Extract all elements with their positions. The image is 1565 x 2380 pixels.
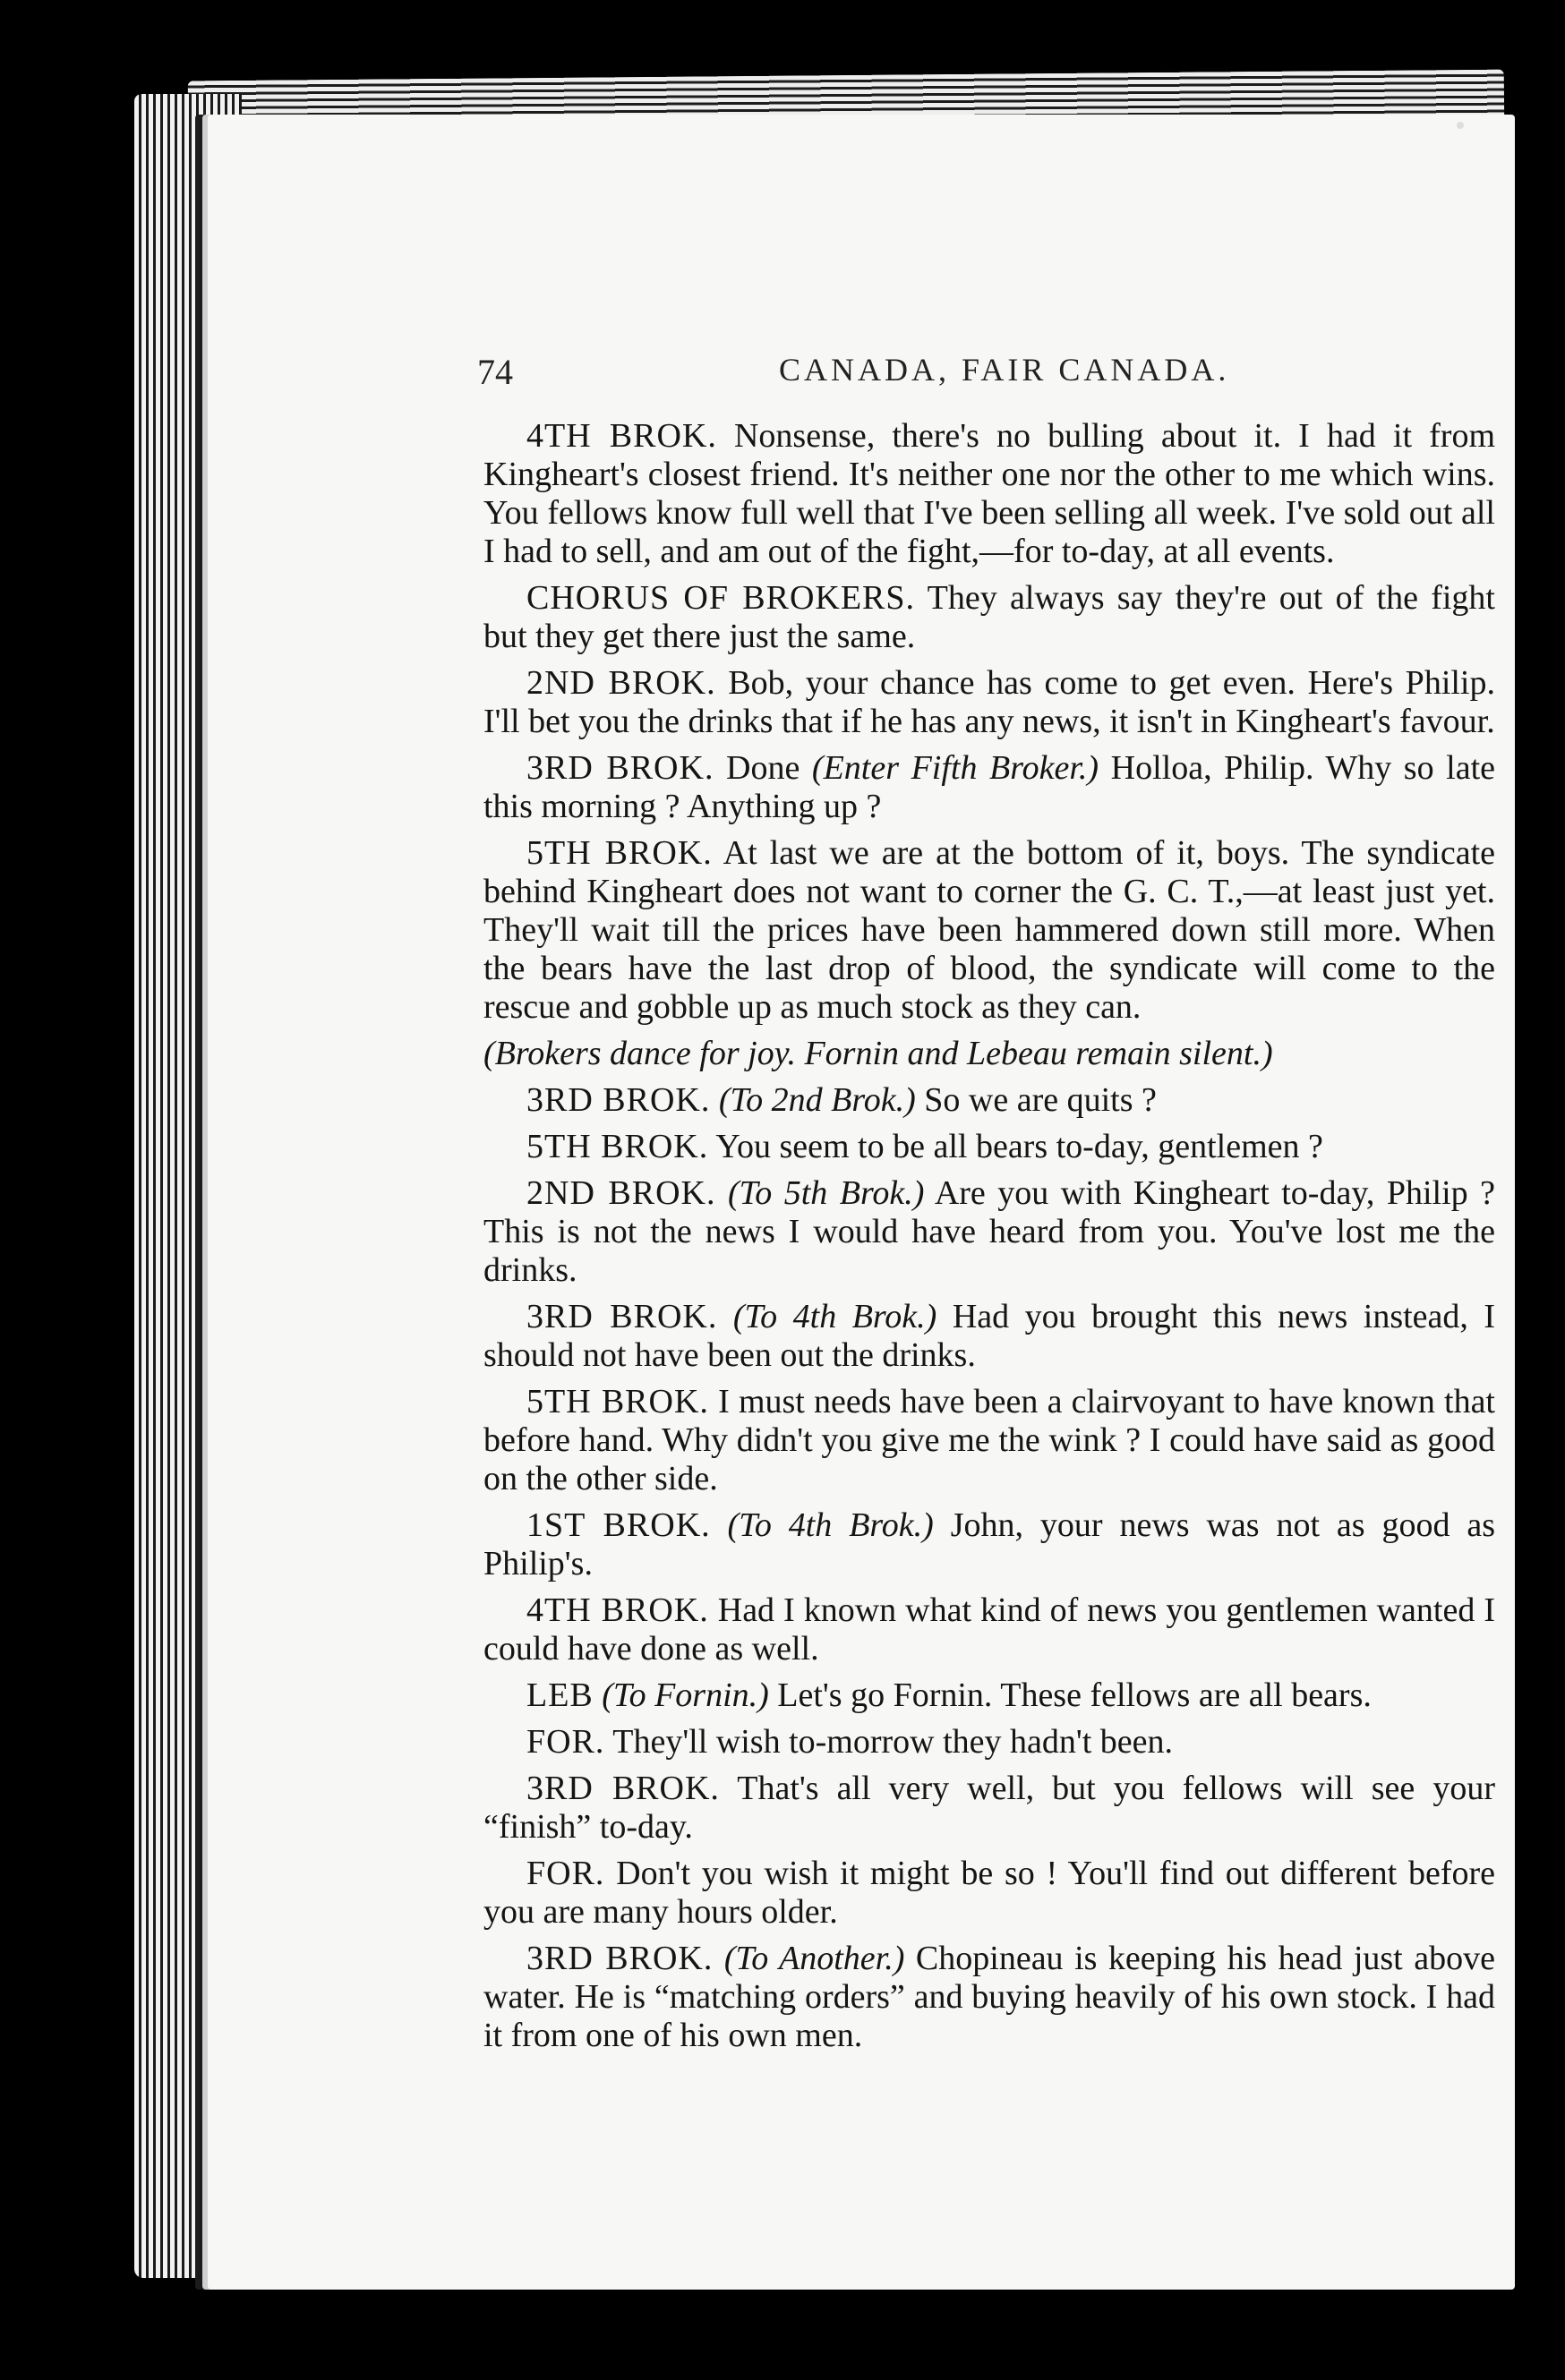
speaker-name: 5TH BROK. [526,1383,709,1420]
speaker-name: 3RD BROK. [526,1298,718,1335]
speaker-name: LEB [526,1676,594,1714]
dialogue-line: Done [726,749,800,787]
dialogue-paragraph [483,1723,1495,1762]
speaker-name: 2ND BROK. [526,1174,716,1212]
speaker-name: 4TH BROK. [526,1591,709,1629]
speaker-name: 2ND BROK. [526,664,716,702]
dialogue-paragraph [483,664,1495,741]
speaker-name: 5TH BROK. [526,834,713,872]
dialogue-paragraph [483,1174,1495,1290]
dialogue-line: John, your news was not as good as Philip's. [483,1506,1496,1582]
dialogue-line: Had you brought this news instead, I should not have been out the drinks. [483,1298,1496,1374]
dialogue-line: Nonsense, there's no bulling about it. I had it from Kingheart's closest friend. It's neither one nor the other to me which wins. You fellows know full well that I've been selling all week. I've sold out all I had to sell, and am out of the fight,—for to-day, at all events. [483,417,1496,570]
stage-direction: (To 4th Brok.) [732,1298,937,1335]
dialogue-line: Are you with Kingheart to-day, Philip ? This is not the news I would have heard from you. You've lost me the drinks. [483,1174,1496,1289]
dialogue-text [483,417,1495,2063]
stage-direction: (To Another.) [723,1940,905,1977]
page-speck [1457,122,1464,129]
stage-direction: (To 2nd Brok.) [718,1081,916,1119]
speaker-name: 3RD BROK. [526,749,714,787]
stage-direction: (To 5th Brok.) [727,1174,925,1212]
stage-direction: (To Fornin.) [602,1676,769,1714]
page-number: 74 [477,352,513,392]
dialogue-line: Had I known what kind of news you gentlemen wanted I could have done as well. [483,1591,1496,1668]
running-title: CANADA, FAIR CANADA. [779,352,1230,388]
dialogue-line: So we are quits ? [924,1081,1157,1119]
speaker-name: 3RD BROK. [526,1770,720,1807]
dialogue-line: They always say they're out of the fight but they get there just the same. [483,579,1495,655]
dialogue-line: They'll wish to-morrow they hadn't been. [612,1723,1174,1761]
dialogue-line: Chopineau is keeping his head just above water. He is “matching orders” and buying heavily of his own stock. I had it from one of his own men. [483,1940,1495,2054]
speaker-name: 5TH BROK. [526,1128,709,1165]
dialogue-line: That's all very well, but you fellows will see your “finish” to-day. [483,1770,1495,1846]
dialogue-line: Bob, your chance has come to get even. Here's Philip. I'll bet you the drinks that if he has any news, it isn't in Kingheart's favour. [483,664,1495,740]
dialogue-paragraph [483,1506,1495,1583]
stage-direction: (To 4th Brok.) [727,1506,934,1544]
dialogue-line: Let's go Fornin. These fellows are all bears. [777,1676,1372,1714]
speaker-name: 1ST BROK. [526,1506,711,1544]
dialogue-line: I must needs have been a clairvoyant to have known that before hand. Why didn't you give me the wink ? I could have said as good on the other side. [483,1383,1495,1497]
dialogue-paragraph [483,1128,1495,1166]
dialogue-paragraph [483,834,1495,1027]
speaker-name: FOR. [526,1723,605,1761]
dialogue-line: Don't you wish it might be so ! You'll find out different before you are many hours older. [483,1855,1495,1931]
dialogue-paragraph [483,1591,1495,1668]
dialogue-paragraph [483,1383,1495,1498]
speaker-name: 3RD BROK. [526,1940,714,1977]
dialogue-line: At last we are at the bottom of it, boys. The syndicate behind Kingheart does not want to corner the G. C. T.,—at least just yet. They'll wait till the prices have been hammered down still more. When the bears have the last drop of blood, the syndicate will come to the rescue and gobble up as much stock as they can. [483,834,1496,1026]
dialogue-paragraph [483,1081,1495,1120]
speaker-name: 3RD BROK. [526,1081,711,1119]
speaker-name: 4TH BROK. [526,417,717,455]
dialogue-paragraph [483,1855,1495,1932]
dialogue-paragraph [483,1035,1495,1073]
stage-direction: (Enter Fifth Broker.) [811,749,1099,787]
speaker-name: CHORUS OF BROKERS. [526,579,916,617]
dialogue-line: Holloa, Philip. Why so late this morning ? Anything up ? [483,749,1496,825]
speaker-name: FOR. [526,1855,605,1892]
dialogue-paragraph [483,579,1495,656]
dialogue-paragraph [483,1298,1495,1375]
dialogue-paragraph [483,749,1495,826]
dialogue-paragraph [483,1940,1495,2055]
dialogue-line: You seem to be all bears to-day, gentlemen ? [715,1128,1323,1165]
dialogue-paragraph [483,1770,1495,1847]
dialogue-paragraph [483,1676,1495,1715]
stage-direction: (Brokers dance for joy. Fornin and Lebeau remain silent.) [483,1035,1273,1072]
dialogue-paragraph [483,417,1495,571]
